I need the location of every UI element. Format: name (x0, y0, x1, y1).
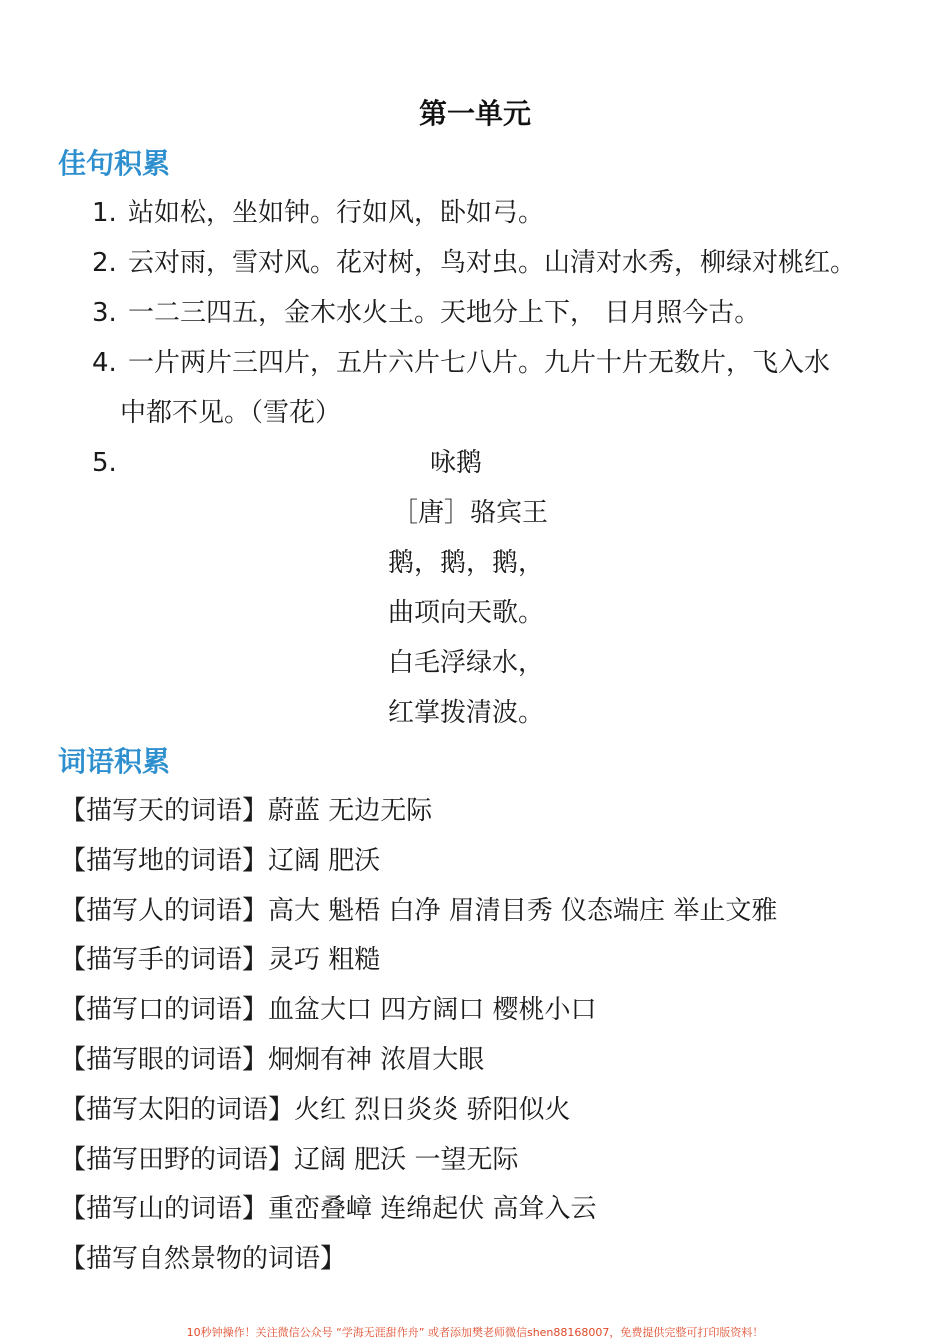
poem-line-1: 鹅，鹅，鹅， (388, 548, 545, 578)
vocab-line-mountains: 【描写山的词语】重峦叠嶂 连绵起伏 高耸入云 (60, 1194, 597, 1224)
sentence-number: 5. (92, 448, 117, 478)
sentence-item-4-continuation: 中都不见。（雪花） (120, 398, 342, 428)
vocab-line-land: 【描写地的词语】辽阔 肥沃 (60, 846, 381, 876)
sentence-text: 一片两片三四片，五片六片七八片。九片十片无数片，飞入水 (128, 348, 831, 378)
sentence-number: 4. (92, 348, 117, 378)
vocab-line-sky: 【描写天的词语】蔚蓝 无边无际 (60, 796, 433, 826)
sentence-number: 2. (92, 248, 117, 278)
poem-line-4: 红掌拨清波。 (388, 698, 545, 728)
poem-author: ［唐］骆宾王 (392, 498, 549, 528)
poem-line-3: 白毛浮绿水， (388, 648, 545, 678)
vocab-line-hands: 【描写手的词语】灵巧 粗糙 (60, 945, 381, 975)
vocab-line-people: 【描写人的词语】高大 魁梧 白净 眉清目秀 仪态端庄 举止文雅 (60, 896, 778, 926)
poem-line-2: 曲项向天歌。 (388, 598, 545, 628)
section-heading-words: 词语积累 (58, 745, 171, 778)
sentence-item-2 (92, 243, 856, 283)
page-title: 第一单元 (418, 97, 531, 130)
footer-note: 10秒钟操作！关注微信公众号 “学海无涯甜作舟” 或者添加樊老师微信shen88168007，免费提供完整可打印版资料！ (186, 1326, 764, 1339)
section-heading-sentences: 佳句积累 (58, 147, 171, 180)
sentence-number: 3. (92, 298, 117, 328)
sentence-text: 一二三四五，金木水火土。天地分上下， 日月照今古。 (128, 298, 761, 328)
sentence-item-4 (92, 343, 830, 383)
sentence-item-1 (92, 193, 544, 233)
poem-title: 咏鹅 (430, 448, 483, 478)
sentence-item-3 (92, 293, 760, 333)
vocab-line-fields: 【描写田野的词语】辽阔 肥沃 一望无际 (60, 1145, 519, 1175)
vocab-line-sun: 【描写太阳的词语】火红 烈日炎炎 骄阳似火 (60, 1095, 571, 1125)
vocab-line-eyes: 【描写眼的词语】炯炯有神 浓眉大眼 (60, 1045, 485, 1075)
sentence-text: 云对雨，雪对风。花对树，鸟对虫。山清对水秀，柳绿对桃红。 (128, 248, 857, 278)
vocab-line-mouth: 【描写口的词语】血盆大口 四方阔口 樱桃小口 (60, 995, 597, 1025)
sentence-text: 站如松，坐如钟。行如风，卧如弓。 (128, 198, 545, 228)
vocab-line-nature: 【描写自然景物的词语】 (60, 1244, 347, 1274)
sentence-item-5 (92, 443, 128, 483)
sentence-number: 1. (92, 198, 117, 228)
